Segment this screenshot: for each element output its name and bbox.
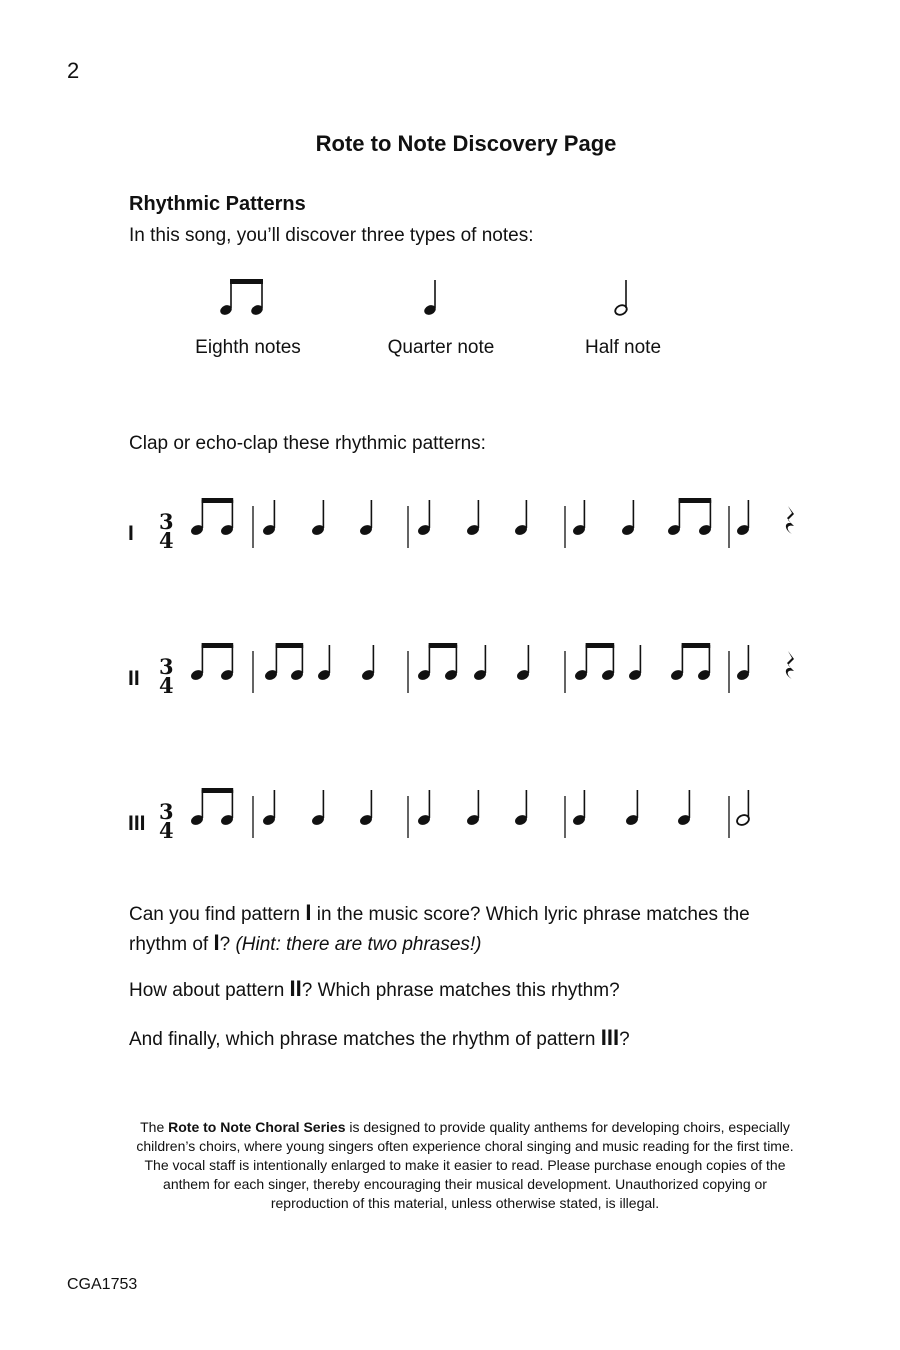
- time-signature-top: 3: [159, 654, 174, 679]
- time-signature-top: 3: [159, 799, 174, 824]
- beam: [682, 643, 711, 648]
- footer-notice: The Rote to Note Choral Series is designed to provide quality anthems for developing choirs, especially children’s choirs, where young singers often experience choral singing and music reading for the first time. The vocal staff is intentionally enlarged to make it easier to read. Please purchase enough copies of the anthem for each singer, thereby encouraging their musical development. Unauthorized copying or reproduction of this material, unless otherwise stated, is illegal.: [136, 1119, 794, 1211]
- intro-text: In this song, you’ll discover three types of notes:: [129, 225, 534, 246]
- page-title: Rote to Note Discovery Page: [315, 131, 617, 156]
- time-signature-bottom: 4: [159, 818, 174, 843]
- half-note-icon: [614, 280, 629, 317]
- quarter-note-icon: [423, 280, 438, 317]
- time-signature-top: 3: [159, 509, 174, 534]
- eighth-notes-label: Eighth notes: [195, 337, 301, 358]
- time-signature-bottom: 4: [159, 528, 174, 553]
- half-note-label: Half note: [584, 337, 662, 358]
- quarter-rest: [786, 506, 794, 534]
- pattern-2: [128, 643, 794, 698]
- question-2: How about pattern II? Which phrase matches this rhythm?: [129, 976, 620, 1001]
- quarter-note-label: Quarter note: [387, 337, 495, 358]
- catalog-number: CGA1753: [67, 1276, 138, 1293]
- pattern-1: [128, 498, 794, 553]
- series-name: Rote to Note Choral Series: [168, 1119, 346, 1135]
- beam: [586, 643, 615, 648]
- pattern-label: III: [128, 812, 146, 835]
- beamed-eighth-notes-icon: [219, 279, 265, 317]
- pattern-label: I: [128, 522, 134, 545]
- beam: [202, 643, 234, 648]
- question-1: Can you find pattern I in the music score? Which lyric phrase matches the rhythm of I? (Hint: there are two phrases!): [129, 900, 750, 955]
- beam: [429, 643, 458, 648]
- beam: [202, 498, 234, 503]
- section-heading: Rhythmic Patterns: [129, 193, 306, 215]
- quarter-rest: [786, 651, 794, 679]
- beam: [679, 498, 712, 503]
- beam: [276, 643, 304, 648]
- pattern-label: II: [128, 667, 140, 690]
- rhythm-patterns: [128, 498, 794, 843]
- time-signature-bottom: 4: [159, 673, 174, 698]
- pattern-3: [128, 788, 751, 843]
- beam: [202, 788, 234, 793]
- hint-text: (Hint: there are two phrases!): [235, 934, 482, 955]
- page-number: 2: [67, 58, 80, 83]
- question-3: And finally, which phrase matches the rhythm of pattern III?: [129, 1025, 630, 1050]
- clap-instruction: Clap or echo-clap these rhythmic patterns:: [129, 433, 486, 454]
